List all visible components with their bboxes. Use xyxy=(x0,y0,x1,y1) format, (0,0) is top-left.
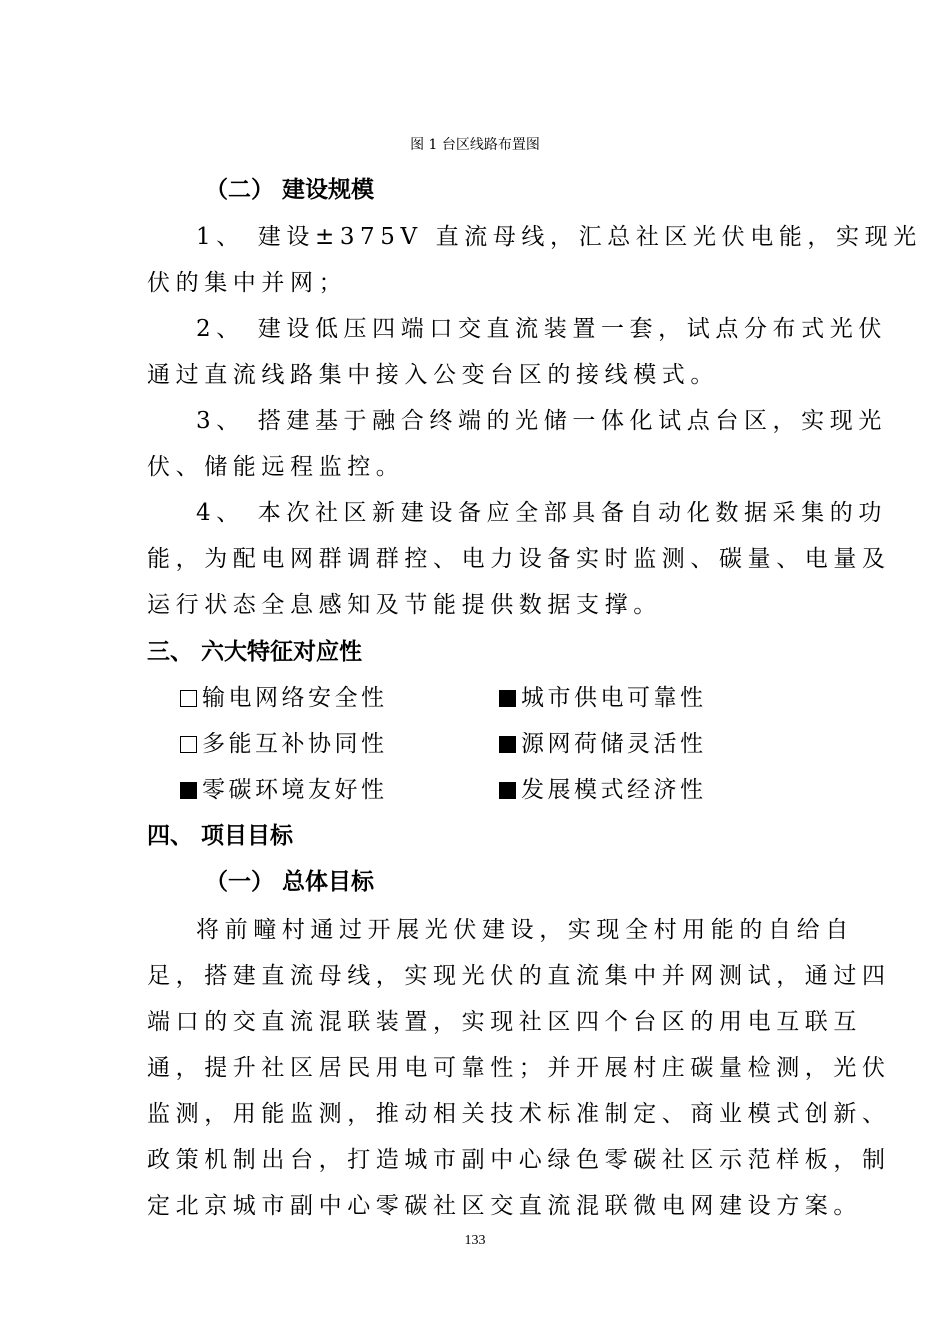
figure-caption: 图 1 台区线路布置图 xyxy=(410,137,540,153)
checkbox-empty-icon[interactable] xyxy=(180,736,197,753)
paragraph-line: 伏的集中并网； xyxy=(147,270,348,296)
checkbox-filled-icon[interactable] xyxy=(180,782,197,799)
paragraph-line: 能，为配电网群调群控、电力设备实时监测、碳量、电量及 xyxy=(147,546,891,572)
feature-label: 源网荷储灵活性 xyxy=(521,731,707,757)
feature-label: 城市供电可靠性 xyxy=(521,685,707,711)
feature-label: 发展模式经济性 xyxy=(521,777,707,803)
paragraph-line: 将前疃村通过开展光伏建设，实现全村用能的自给自 xyxy=(196,917,854,943)
paragraph-line: 通，提升社区居民用电可靠性；并开展村庄碳量检测，光伏 xyxy=(147,1055,891,1081)
paragraph-line: 1、 建设±375V 直流母线，汇总社区光伏电能，实现光 xyxy=(196,224,922,250)
paragraph-line: 通过直流线路集中接入公变台区的接线模式。 xyxy=(147,362,719,388)
feature-transmission-security[interactable] xyxy=(180,683,388,713)
checkbox-empty-icon[interactable] xyxy=(180,690,197,707)
feature-urban-supply-reliability[interactable] xyxy=(499,683,707,713)
paragraph-line: 运行状态全息感知及节能提供数据支撑。 xyxy=(147,592,662,618)
heading-project-goals: 四、 项目目标 xyxy=(147,823,294,849)
paragraph-line: 端口的交直流混联装置，实现社区四个台区的用电互联互 xyxy=(147,1009,862,1035)
feature-zero-carbon-friendliness[interactable] xyxy=(180,775,388,805)
paragraph-line: 定北京城市副中心零碳社区交直流混联微电网建设方案。 xyxy=(147,1193,862,1219)
feature-development-economy[interactable] xyxy=(499,775,707,805)
feature-label: 输电网络安全性 xyxy=(202,685,388,711)
paragraph-line: 3、 搭建基于融合终端的光储一体化试点台区，实现光 xyxy=(196,408,887,434)
feature-label: 零碳环境友好性 xyxy=(202,777,388,803)
heading-six-features: 三、 六大特征对应性 xyxy=(147,639,363,665)
feature-source-grid-load-storage-flexibility[interactable] xyxy=(499,729,707,759)
checkbox-filled-icon[interactable] xyxy=(499,736,516,753)
paragraph-line: 伏、储能远程监控。 xyxy=(147,454,405,480)
paragraph-line: 足，搭建直流母线，实现光伏的直流集中并网测试，通过四 xyxy=(147,963,891,989)
paragraph-line: 2、 建设低压四端口交直流装置一套，试点分布式光伏 xyxy=(196,316,887,342)
feature-label: 多能互补协同性 xyxy=(202,731,388,757)
heading-construction-scale: （二） 建设规模 xyxy=(205,177,375,203)
checkbox-filled-icon[interactable] xyxy=(499,690,516,707)
page-number: 133 xyxy=(464,1233,486,1248)
heading-overall-goal: （一） 总体目标 xyxy=(205,869,375,895)
paragraph-line: 监测，用能监测，推动相关技术标准制定、商业模式创新、 xyxy=(147,1101,891,1127)
paragraph-line: 4、 本次社区新建设备应全部具备自动化数据采集的功 xyxy=(196,500,887,526)
paragraph-line: 政策机制出台，打造城市副中心绿色零碳社区示范样板，制 xyxy=(147,1147,891,1173)
feature-multi-energy-synergy[interactable] xyxy=(180,729,388,759)
checkbox-filled-icon[interactable] xyxy=(499,782,516,799)
